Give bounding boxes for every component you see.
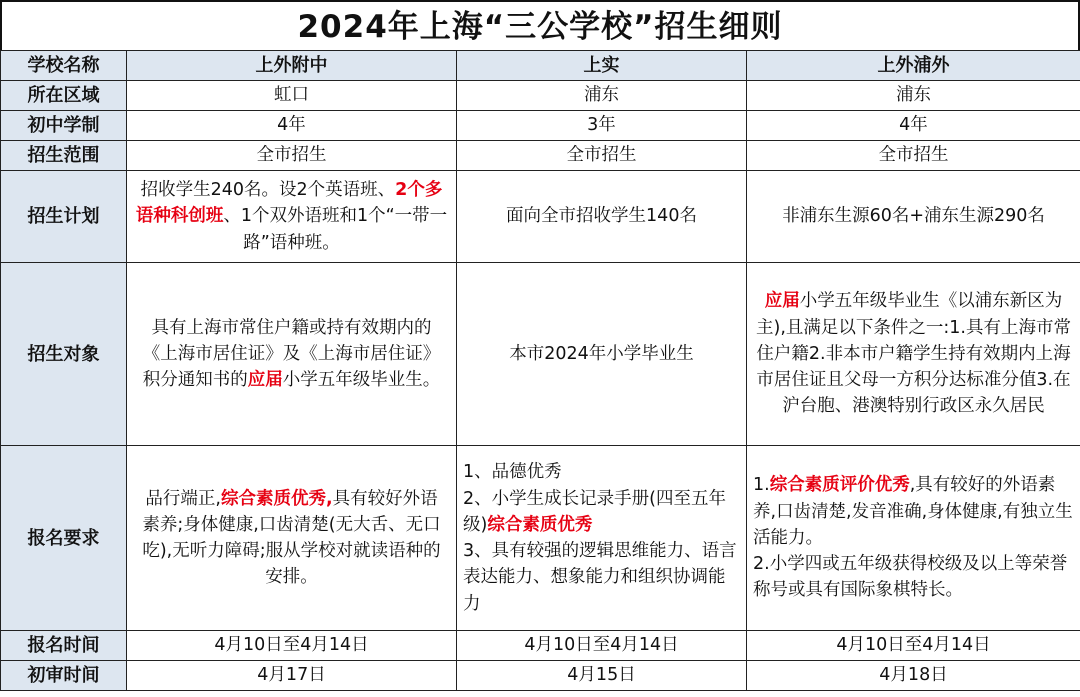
cell-text: ,具有较好的外语素养,口齿清楚,发音准确,身体健康,有独立生活能力。 bbox=[753, 475, 1073, 548]
cell-line bbox=[463, 486, 740, 539]
highlight-text: 2个多语种科创班 bbox=[135, 180, 443, 227]
highlight-text: 综合素质优秀, bbox=[220, 488, 333, 509]
table-cell: 全市招生 bbox=[747, 141, 1080, 171]
table-cell: 本市2024年小学毕业生 bbox=[457, 263, 747, 446]
highlight-text: 应届 bbox=[247, 370, 283, 391]
table-cell: 4月17日 bbox=[127, 661, 457, 691]
table-cell: 3年 bbox=[457, 111, 747, 141]
table-cell: 4年 bbox=[127, 111, 457, 141]
table-cell: 面向全市招收学生140名 bbox=[457, 171, 747, 263]
row-label: 报名要求 bbox=[1, 446, 127, 631]
highlight-text: 综合素质评价优秀 bbox=[769, 475, 910, 496]
cell-text: 小学五年级毕业生。 bbox=[282, 370, 441, 391]
table-cell bbox=[747, 263, 1080, 446]
cell-text: 品行端正, bbox=[145, 488, 221, 509]
table-cell: 4月10日至4月14日 bbox=[127, 631, 457, 661]
district-row bbox=[1, 81, 1080, 111]
table-cell bbox=[127, 446, 457, 631]
table-cell: 4月10日至4月14日 bbox=[457, 631, 747, 661]
cell-text: 2、小学生成长记录手册(四至五年级) bbox=[463, 488, 726, 535]
cell-text: 1、品德优秀 bbox=[463, 462, 562, 483]
table-cell: 4月10日至4月14日 bbox=[747, 631, 1080, 661]
cell-text: 3、具有较强的逻辑思维能力、语言表达能力、想象能力和组织协调能力 bbox=[463, 541, 737, 614]
school-name: 上实 bbox=[457, 51, 747, 81]
row-label: 初中学制 bbox=[1, 111, 127, 141]
header-row bbox=[1, 51, 1080, 81]
row-label: 学校名称 bbox=[1, 51, 127, 81]
table-cell bbox=[127, 171, 457, 263]
table-cell: 全市招生 bbox=[457, 141, 747, 171]
row-label: 初审时间 bbox=[1, 661, 127, 691]
table-cell bbox=[457, 446, 747, 631]
table-cell: 浦东 bbox=[457, 81, 747, 111]
table-cell bbox=[127, 263, 457, 446]
row-label: 招生范围 bbox=[1, 141, 127, 171]
school-name: 上外浦外 bbox=[747, 51, 1080, 81]
plan-row bbox=[1, 171, 1080, 263]
school-name: 上外附中 bbox=[127, 51, 457, 81]
cell-line bbox=[753, 472, 1074, 551]
table-cell: 4月15日 bbox=[457, 661, 747, 691]
admission-table bbox=[0, 50, 1080, 691]
cell-text: 具有较好外语素养;身体健康,口齿清楚(无大舌、无口吃),无听力障碍;服从学校对就读语种的安排。 bbox=[142, 488, 441, 588]
table-cell: 4月18日 bbox=[747, 661, 1080, 691]
cell-text: 招收学生240名。设2个英语班、 bbox=[140, 180, 396, 201]
scope-row bbox=[1, 141, 1080, 171]
page-title: 2024年上海“三公学校”招生细则 bbox=[0, 0, 1080, 50]
cell-text: 具有上海市常住户籍或持有效期内的《上海市居住证》及《上海市居住证》积分通知书的 bbox=[142, 317, 441, 391]
cell-text: 2.小学四或五年级获得校级及以上等荣誉称号或具有国际象棋特长。 bbox=[753, 554, 1068, 601]
cell-text: 、1个双外语班和1个“一带一路”语种班。 bbox=[223, 206, 448, 253]
table-cell bbox=[747, 446, 1080, 631]
table-cell: 虹口 bbox=[127, 81, 457, 111]
target-row bbox=[1, 263, 1080, 446]
row-label: 所在区域 bbox=[1, 81, 127, 111]
highlight-text: 综合素质优秀 bbox=[487, 514, 593, 535]
row-label: 招生计划 bbox=[1, 171, 127, 263]
signup-time-row bbox=[1, 631, 1080, 661]
table-cell: 非浦东生源60名+浦东生源290名 bbox=[747, 171, 1080, 263]
system-row bbox=[1, 111, 1080, 141]
row-label: 招生对象 bbox=[1, 263, 127, 446]
cell-text: 小学五年级毕业生《以浦东新区为主),且满足以下条件之一:1.具有上海市常住户籍2.非本市户籍学生持有效期内上海市居住证且父母一方积分达标准分值3.在沪台胞、港澳特别行政区永久居民 bbox=[756, 291, 1071, 417]
highlight-text: 应届 bbox=[764, 291, 800, 312]
review-time-row bbox=[1, 661, 1080, 691]
requirements-row bbox=[1, 446, 1080, 631]
row-label: 报名时间 bbox=[1, 631, 127, 661]
table-cell: 全市招生 bbox=[127, 141, 457, 171]
cell-text: 1. bbox=[753, 475, 770, 496]
table-cell: 4年 bbox=[747, 111, 1080, 141]
table-cell: 浦东 bbox=[747, 81, 1080, 111]
